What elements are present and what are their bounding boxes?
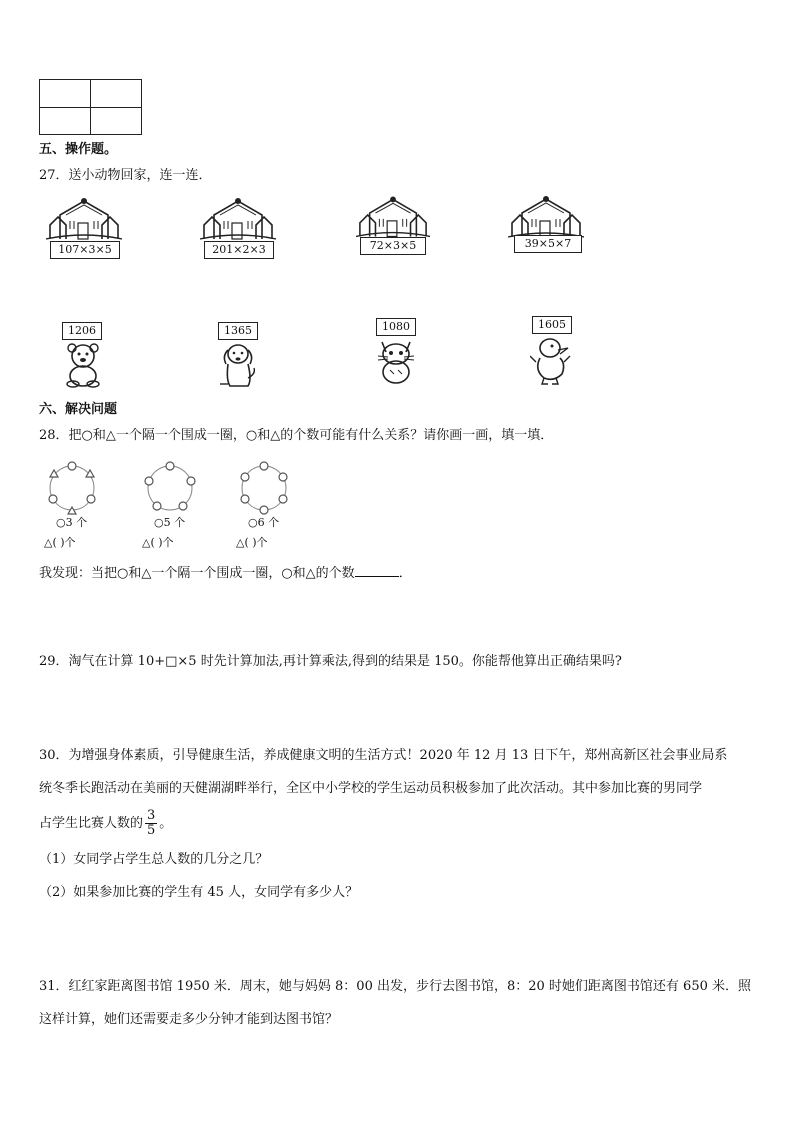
animal-number: 1605 xyxy=(532,316,572,334)
question-27: 27．送小动物回家，连一连． xyxy=(39,168,212,183)
answer-blank[interactable] xyxy=(355,562,399,577)
house-3 xyxy=(356,193,430,261)
question-30-sub-1: （1）女同学占学生总人数的几分之几？ xyxy=(39,852,269,867)
animal-number: 1080 xyxy=(376,318,416,336)
ring-figure-1 xyxy=(40,456,104,552)
circle-count-label: ○5 个 xyxy=(154,516,186,529)
house-1 xyxy=(46,195,122,263)
house-2 xyxy=(200,195,276,263)
question-30-line-2: 统冬季长跑活动在美丽的天健湖湖畔举行，全区中小学校的学生运动员积极参加了此次活动。其中参加比赛的男同学 xyxy=(39,781,703,796)
answer-grid xyxy=(39,79,142,135)
bear-icon xyxy=(62,342,104,388)
question-31-line-2: 这样计算，她们还需要走多少分钟才能到达图书馆？ xyxy=(39,1012,339,1027)
circle-count-label: ○3 个 xyxy=(56,516,88,529)
question-31-line-1: 31．红红家距离图书馆 1950 米．周末，她与妈妈 8：00 出发，步行去图书馆，8：20 时她们距离图书馆还有 650 米．照 xyxy=(39,979,751,994)
question-30-line-1: 30．为增强身体素质，引导健康生活，养成健康文明的生活方式！2020 年 12 月 13 日下午，郑州高新区社会事业局系 xyxy=(39,748,728,763)
section-five-heading: 五、操作题。 xyxy=(39,142,118,157)
house-icon xyxy=(356,193,430,239)
grid-cell xyxy=(90,79,142,108)
ring-figure-2 xyxy=(138,456,202,552)
fraction xyxy=(145,809,157,838)
finding-text: 我发现：当把○和△一个隔一个围成一圈，○和△的个数 xyxy=(39,566,355,581)
ring-figure-3 xyxy=(232,456,298,552)
cat-icon xyxy=(374,338,418,384)
dog-icon xyxy=(214,340,260,388)
fraction-numerator: 3 xyxy=(147,808,156,823)
finding-end: ． xyxy=(398,566,412,581)
q28-finding xyxy=(39,562,412,584)
house-label: 201×2×3 xyxy=(204,241,274,259)
house-label: 72×3×5 xyxy=(360,237,426,255)
q30-line3-end: 。 xyxy=(159,816,173,831)
ring-diagram xyxy=(40,456,104,516)
triangle-count-label: △( )个 xyxy=(236,536,268,549)
question-30-line-3 xyxy=(39,806,172,842)
house-icon xyxy=(508,193,584,239)
circle-count-label: ○6 个 xyxy=(248,516,280,529)
q30-line3-text: 占学生比赛人数的 xyxy=(39,816,144,831)
animal-number: 1365 xyxy=(218,322,258,340)
question-28: 28．把○和△一个隔一个围成一圈，○和△的个数可能有什么关系？请你画一画，填一填． xyxy=(39,428,554,443)
house-label: 39×5×7 xyxy=(514,235,582,253)
animal-2 xyxy=(212,322,262,392)
house-label: 107×3×5 xyxy=(50,241,120,259)
ring-diagram xyxy=(138,456,202,516)
house-4 xyxy=(508,193,584,261)
animal-3 xyxy=(370,318,422,388)
animal-1 xyxy=(58,322,108,392)
grid-cell xyxy=(39,107,91,135)
ring-diagram xyxy=(232,456,296,516)
house-icon xyxy=(46,195,122,241)
section-six-heading: 六、解决问题 xyxy=(39,402,118,417)
grid-cell xyxy=(39,79,91,108)
question-29: 29．淘气在计算 10+□×5 时先计算加法,再计算乘法,得到的结果是 150。你能帮他算出正确结果吗? xyxy=(39,654,622,669)
fraction-denominator: 5 xyxy=(147,823,156,838)
animal-4 xyxy=(526,316,578,388)
triangle-count-label: △( )个 xyxy=(142,536,174,549)
animal-number: 1206 xyxy=(62,322,102,340)
question-30-sub-2: （2）如果参加比赛的学生有 45 人，女同学有多少人？ xyxy=(39,885,359,900)
house-icon xyxy=(200,195,276,241)
triangle-count-label: △( )个 xyxy=(44,536,76,549)
grid-cell xyxy=(90,107,142,135)
duck-icon xyxy=(530,336,574,386)
